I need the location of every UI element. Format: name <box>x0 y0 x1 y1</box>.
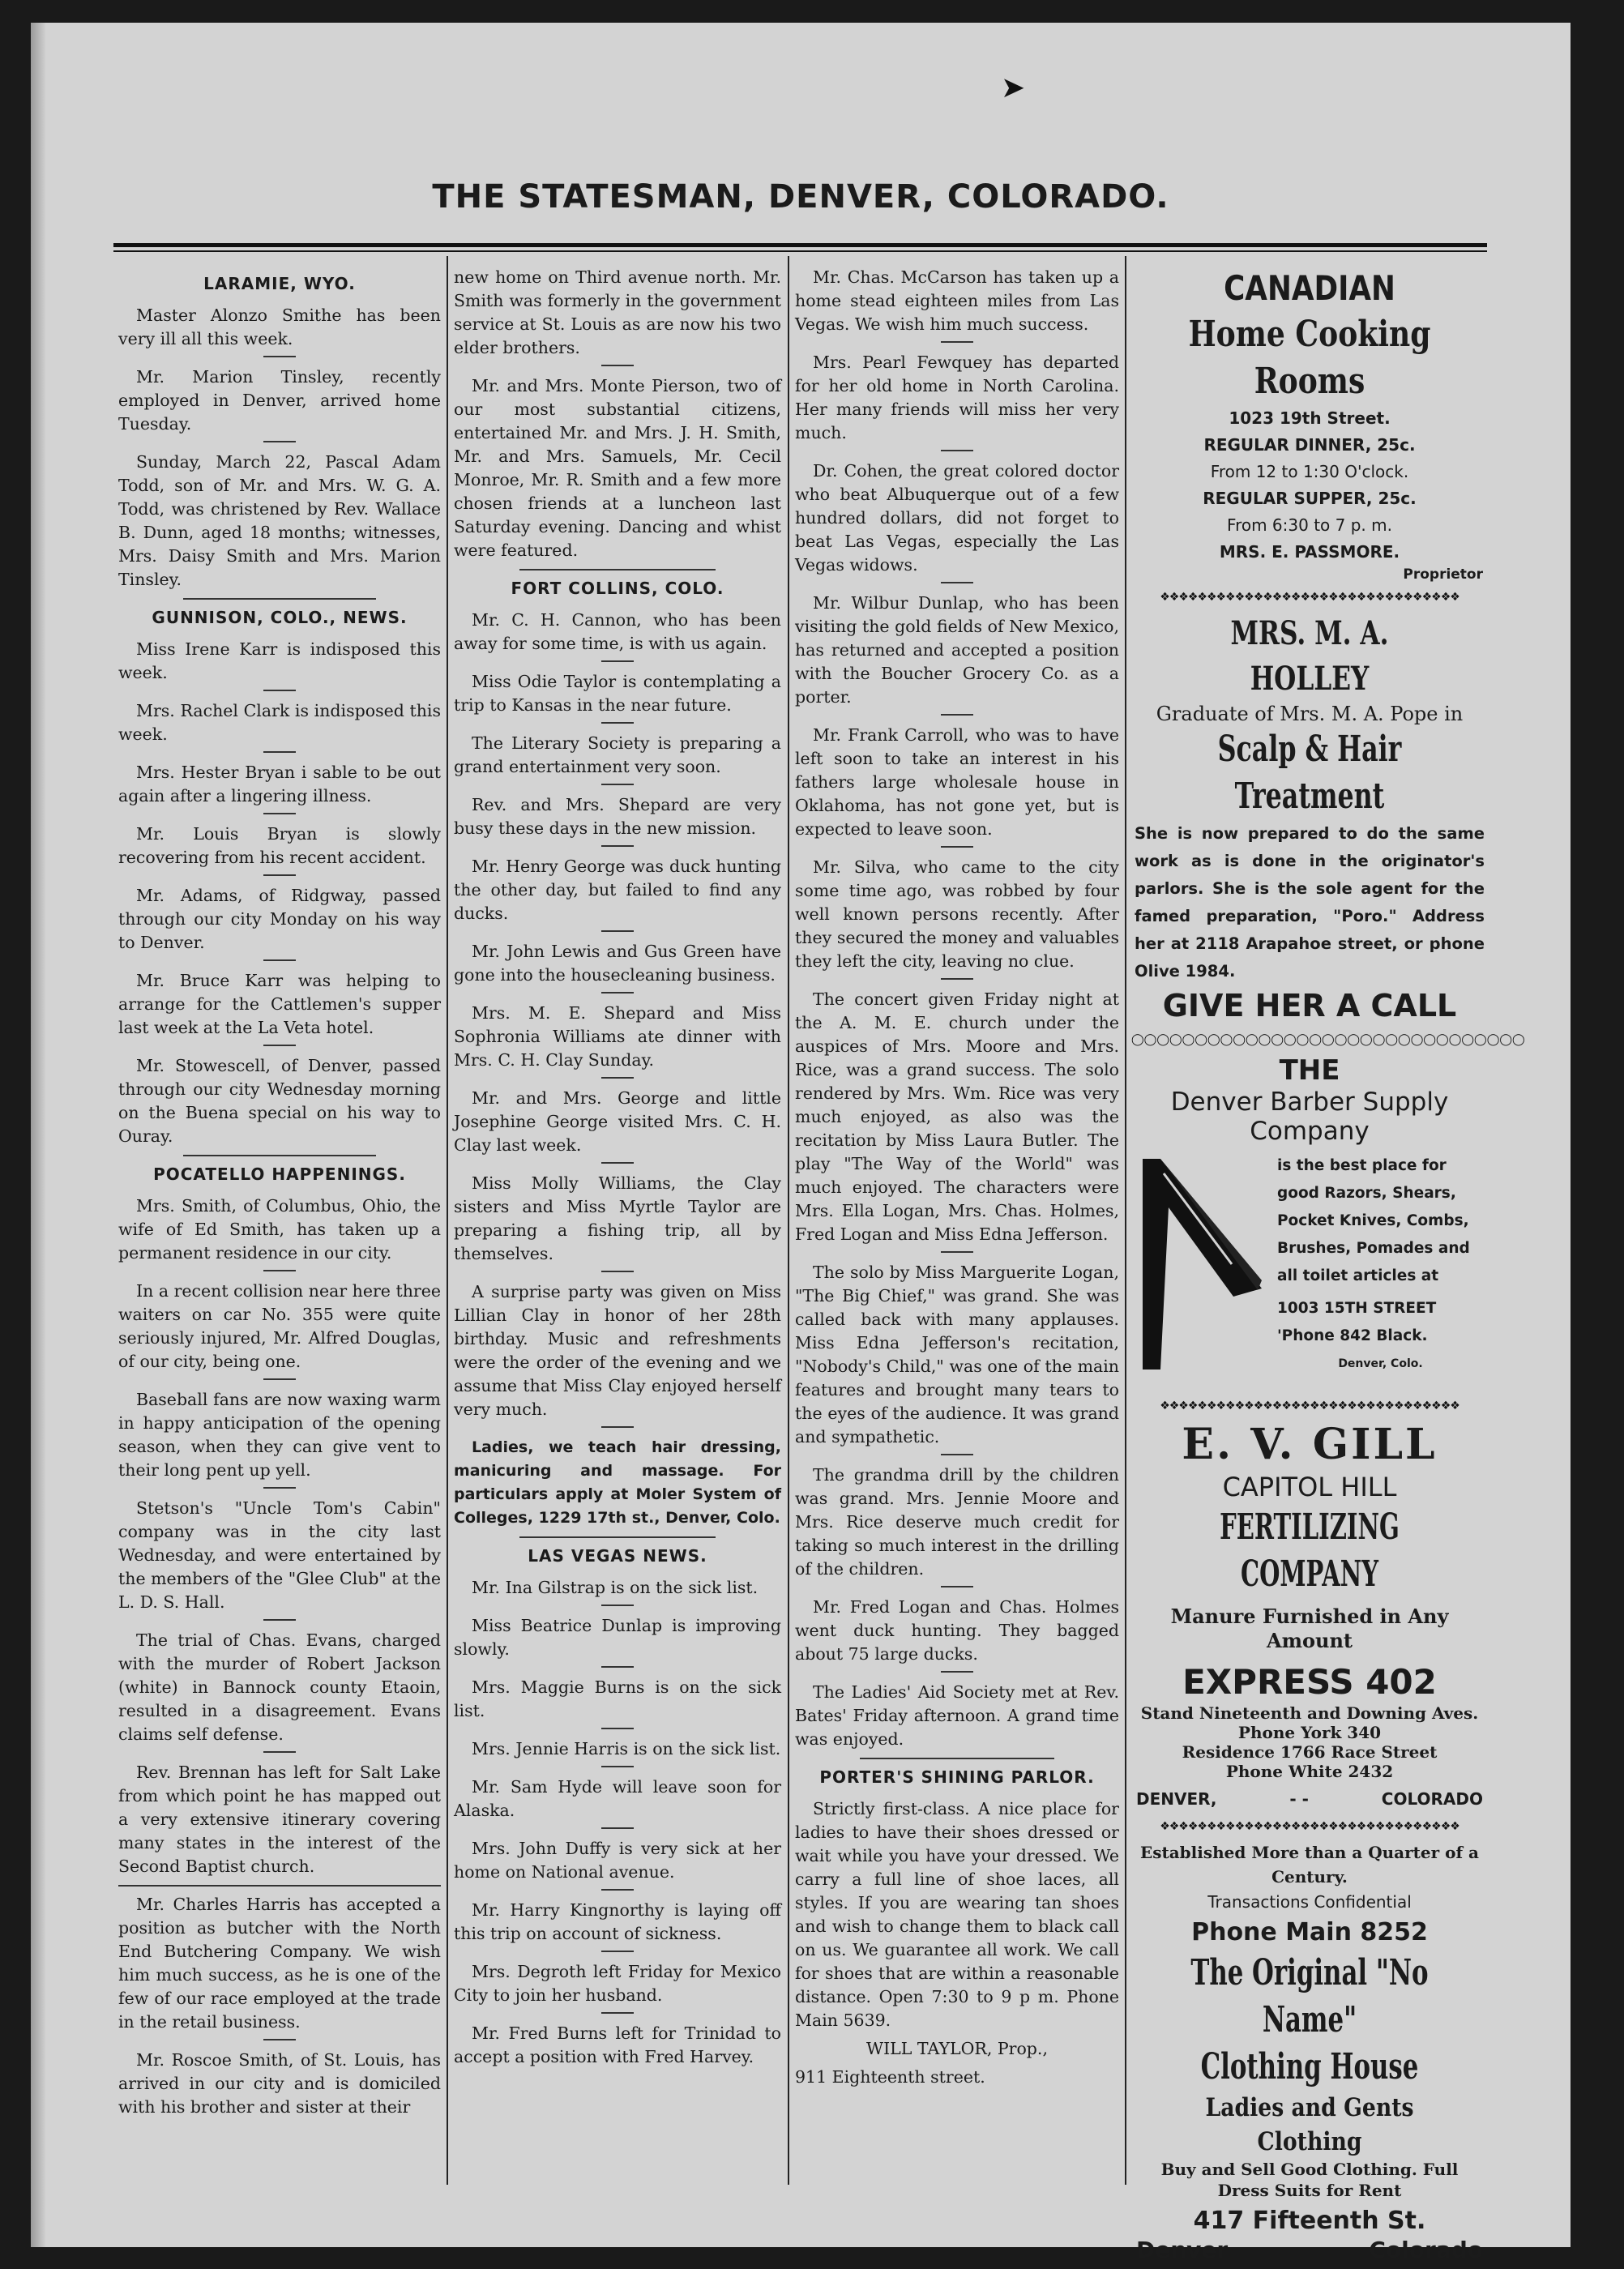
section-heading-las-vegas: LAS VEGAS NEWS. <box>528 1546 707 1566</box>
noname-ad-city-line <box>1131 2238 1488 2263</box>
news-item: Mrs. John Duffy is very sick at her home on National avenue. <box>454 1839 781 1882</box>
item-separator <box>601 1889 634 1891</box>
news-item: Mr. Bruce Karr was helping to arrange for the Cattlemen's supper last week at the La Veta hotel. <box>118 971 441 1037</box>
item-separator <box>941 582 973 583</box>
news-item: Mr. C. H. Cannon, who has been away for some time, is with us again. <box>454 610 781 653</box>
noname-ad-original: The Original "No Name" <box>1190 1952 1429 2040</box>
item-separator <box>263 1487 296 1489</box>
news-item: new home on Third avenue north. Mr. Smith was formerly in the government service at St. Louis as are now his two elder brothers. <box>454 267 781 357</box>
section-heading-fort-collins: FORT COLLINS, COLO. <box>511 579 724 598</box>
news-item: Dr. Cohen, the great colored doctor who beat Albuquerque out of a few hundred dollars, did not forget to beat Las Vegas, especially the Las Vegas widows. <box>795 461 1119 575</box>
item-separator <box>601 660 634 662</box>
news-item: Mrs. Degroth left Friday for Mexico City to join her husband. <box>454 1962 781 2005</box>
item-separator <box>601 722 634 724</box>
item-separator <box>941 714 973 716</box>
item-separator <box>263 2039 296 2040</box>
noname-ad-confidential: Transactions Confidential <box>1207 1892 1412 1912</box>
news-item: Mrs. Hester Bryan i sable to be out again after a lingering illness. <box>118 763 441 805</box>
column-divider <box>447 256 448 2185</box>
porter-ad-body: Strictly first-class. A nice place for ladies to have their shoes dressed or wait while you have your dressed. We carry a full line of shoe laces, all styles. If you are wearing tan shoes and wish to change them to black call on us. We guarantee all work. We call for shoes that are within a reasonable distance. Open 7:30 to 9 p m. Phone Main 5639. <box>795 1799 1119 2030</box>
ink-mark-icon: ➤ <box>1001 71 1026 105</box>
gill-ad-stand: Stand Nineteenth and Downing Aves. <box>1140 1703 1479 1723</box>
column-divider <box>788 256 789 2185</box>
noname-ad-buy-sell: Buy and Sell Good Clothing. Full Dress Suits for Rent <box>1160 2160 1459 2200</box>
advertisement-column <box>1131 266 1525 2263</box>
page-fold-shadow <box>31 23 45 2247</box>
news-item: Miss Irene Karr is indisposed this week. <box>118 639 441 682</box>
news-item: Mr. and Mrs. George and little Josephine George visited Mrs. C. H. Clay last week. <box>454 1088 781 1155</box>
section-rule <box>860 1758 1054 1759</box>
news-item: The grandma drill by the children was grand. Mrs. Jennie Moore and Mrs. Rice deserve much credit for taking so much interest in the drilling of the children. <box>795 1465 1119 1579</box>
news-item: Mr. Charles Harris has accepted a position as butcher with the North End Butchering Company. We wish him much success, as he is one of the few of our race employed at the trade in the retail business. <box>118 1895 441 2032</box>
noname-ad-address: 417 Fifteenth St. <box>1193 2207 1426 2235</box>
news-item: The concert given Friday night at the A. M. E. church under the auspices of Mrs. Moore and Mrs. Rice, was a grand success. The solo rendered by Mrs. Wm. Rice was very much enjoyed, as also was the recitation by Miss Laura Butler. The play "The Way of the World" was much enjoyed. The characters were Mrs. Ella Logan, Mrs. Chas. Holmes, Fred Logan and Miss Edna Jefferson. <box>795 989 1119 1244</box>
item-separator <box>263 1045 296 1046</box>
item-separator <box>601 1605 634 1606</box>
item-separator <box>263 1751 296 1753</box>
news-item: Mrs. Rachel Clark is indisposed this week. <box>118 701 441 744</box>
gill-ad-fertilizing: FERTILIZING COMPANY <box>1220 1506 1400 1595</box>
masthead: THE STATESMAN, DENVER, COLORADO. <box>432 178 1169 216</box>
item-separator <box>601 1827 634 1829</box>
noname-ad-phone: Phone Main 8252 <box>1191 1918 1428 1946</box>
news-item: Mr. Ina Gilstrap is on the sick list. <box>472 1578 759 1597</box>
news-item: The trial of Chas. Evans, charged with the murder of Robert Jackson (white) in Bannock county Etaoin, resulted in a disagreement. Evans claims self defense. <box>118 1630 441 1744</box>
news-item: The Literary Society is preparing a grand entertainment very soon. <box>454 733 781 776</box>
section-rule <box>519 569 716 570</box>
newspaper-page <box>31 23 1571 2263</box>
item-separator <box>601 365 634 366</box>
item-separator <box>263 1619 296 1621</box>
item-separator <box>263 751 296 753</box>
holley-ad-title: MRS. M. A. HOLLEY <box>1230 614 1389 698</box>
gill-ad-city-line <box>1131 1786 1488 1813</box>
news-item: Mr. Frank Carroll, who was to have left soon to take an interest in his fathers large wholesale house in Oklahoma, has not gone yet, but is expected to leave soon. <box>795 725 1119 839</box>
gill-ad-phone-york: Phone York 340 <box>1237 1723 1382 1742</box>
item-separator <box>263 813 296 814</box>
item-separator <box>601 1766 634 1767</box>
canadian-ad-title: CANADIAN <box>1224 268 1395 308</box>
news-item: Stetson's "Uncle Tom's Cabin" company was in the city last Wednesday, and were entertained by the members of the "Glee Club" at the L. D. S. Hall. <box>118 1498 441 1612</box>
gill-ad-manure: Manure Furnished in Any Amount <box>1170 1605 1449 1652</box>
gill-ad-denver: DENVER, <box>1136 1789 1217 1809</box>
item-separator <box>941 450 973 451</box>
news-item: Mr. John Lewis and Gus Green have gone into the housecleaning business. <box>454 942 781 985</box>
news-item: Mr. Marion Tinsley, recently employed in Denver, arrived home Tuesday. <box>118 367 441 434</box>
item-separator <box>601 1162 634 1164</box>
noname-ad-established: Established More than a Quarter of a Century. <box>1139 1843 1479 1887</box>
column-divider <box>1125 256 1126 2185</box>
item-separator <box>941 1586 973 1587</box>
canadian-ad-owner: MRS. E. PASSMORE. <box>1219 542 1400 562</box>
noname-ad-denver: Denver <box>1136 2237 1229 2263</box>
news-item: The solo by Miss Marguerite Logan, "The Big Chief," was grand. She was called back with many applauses. Miss Edna Jefferson's recitation, "Nobody's Child," was one of the main features and brought many tears to the eyes of the audience. It was grand and sympathetic. <box>795 1263 1119 1446</box>
news-item: Mr. Roscoe Smith, of St. Louis, has arrived in our city and is domiciled with his brother and sister at their <box>118 2050 441 2117</box>
section-heading-laramie: LARAMIE, WYO. <box>203 274 356 293</box>
canadian-ad-address: 1023 19th Street. <box>1229 408 1391 428</box>
gill-ad-residence: Residence 1766 Race Street <box>1182 1742 1438 1762</box>
news-item: Mr. Stowescell, of Denver, passed through our city Wednesday morning on the Buena special on his way to Ouray. <box>118 1056 441 1146</box>
section-rule <box>183 1155 377 1156</box>
item-separator <box>941 1454 973 1455</box>
news-item: Miss Odie Taylor is contemplating a trip to Kansas in the near future. <box>454 672 781 715</box>
item-separator <box>941 1251 973 1253</box>
item-separator <box>263 959 296 961</box>
holley-ad-scalp: Scalp & Hair Treatment <box>1217 729 1402 817</box>
item-separator <box>601 2012 634 2014</box>
noname-ad-ladies-gents: Ladies and Gents Clothing <box>1205 2093 1414 2156</box>
holley-ad-graduate: Graduate of Mrs. M. A. Pope in <box>1156 703 1464 725</box>
section-rule <box>183 598 377 600</box>
news-item: Miss Beatrice Dunlap is improving slowly. <box>454 1616 781 1659</box>
section-heading-pocatello: POCATELLO HAPPENINGS. <box>153 1164 406 1184</box>
news-item: Mr. Henry George was duck hunting the other day, but failed to find any ducks. <box>454 857 781 923</box>
news-item: Rev. Brennan has left for Salt Lake from which point he has mapped out a very extensive itinerary covering many states in the interest of the Second Baptist church. <box>118 1763 441 1876</box>
item-separator <box>263 1270 296 1271</box>
ornament-border: ❖❖❖❖❖❖❖❖❖❖❖❖❖❖❖❖❖❖❖❖❖❖❖❖❖❖❖❖❖❖❖❖ <box>1160 1820 1459 1833</box>
news-item: Mr. Chas. McCarson has taken up a home stead eighteen miles from Las Vegas. We wish him much success. <box>795 267 1119 334</box>
canadian-ad-subtitle: Home Cooking Rooms <box>1188 314 1431 402</box>
item-separator <box>941 1671 973 1673</box>
barber-ad-company: Denver Barber Supply Company <box>1170 1087 1449 1146</box>
ornament-border: ❖❖❖❖❖❖❖❖❖❖❖❖❖❖❖❖❖❖❖❖❖❖❖❖❖❖❖❖❖❖❖❖ <box>1160 591 1459 604</box>
news-item: Mr. Louis Bryan is slowly recovering from his recent accident. <box>118 824 441 867</box>
gill-ad-phone-white: Phone White 2432 <box>1225 1762 1394 1781</box>
canadian-ad-dinner-hours: From 12 to 1:30 O'clock. <box>1210 462 1409 481</box>
item-separator <box>601 1426 634 1428</box>
ornament-border: ◯◯◯◯◯◯◯◯◯◯◯◯◯◯◯◯◯◯◯◯◯◯◯◯◯◯◯◯◯◯◯ <box>1131 1033 1525 1046</box>
news-item: Mrs. Jennie Harris is on the sick list. <box>472 1739 781 1758</box>
item-separator <box>601 1666 634 1668</box>
porter-signature: WILL TAYLOR, Prop., <box>866 2039 1048 2058</box>
item-separator <box>601 1951 634 1952</box>
holley-ad-call: GIVE HER A CALL <box>1162 988 1457 1023</box>
news-item: Mrs. Pearl Fewquey has departed for her old home in North Carolina. Her many friends will miss her very much. <box>795 353 1119 442</box>
item-separator <box>601 845 634 847</box>
news-item: Miss Molly Williams, the Clay sisters and Miss Myrtle Taylor are preparing a fishing trip, all by themselves. <box>454 1173 781 1263</box>
item-separator <box>263 874 296 876</box>
news-item: Mrs. Smith, of Columbus, Ohio, the wife of Ed Smith, has taken up a permanent residence in our city. <box>118 1196 441 1263</box>
news-column-2 <box>454 266 781 2074</box>
barber-ad-text <box>1277 1152 1484 1378</box>
barber-ad-body: is the best place for good Razors, Shears, Pocket Knives, Combs, Brushes, Pomades and all toilet articles at <box>1277 1157 1470 1284</box>
item-separator <box>941 978 973 980</box>
canadian-ad-supper-hours: From 6:30 to 7 p. m. <box>1227 515 1392 535</box>
news-item: Mr. Wilbur Dunlap, who has been visiting the gold fields of New Mexico, has returned and accepted a position with the Boucher Grocery Co. as a porter. <box>795 593 1119 707</box>
moler-college-ad: Ladies, we teach hair dressing, manicuring and massage. For particulars apply at Moler System of Colleges, 1229 17th st., Denver, Colo. <box>454 1438 781 1527</box>
canadian-ad-proprietor: Proprietor <box>1403 566 1483 583</box>
masthead-rule <box>113 243 1487 247</box>
news-item: Mr. Sam Hyde will leave soon for Alaska. <box>454 1777 781 1820</box>
news-item: Mr. Harry Kingnorthy is laying off this trip on account of sickness. <box>454 1900 781 1943</box>
section-heading-porter: PORTER'S SHINING PARLOR. <box>819 1767 1095 1787</box>
gill-ad-dashes: - - <box>1289 1789 1309 1809</box>
item-separator <box>941 341 973 343</box>
masthead-rule-thin <box>113 250 1487 252</box>
news-item: Mr. Fred Burns left for Trinidad to accept a position with Fred Harvey. <box>454 2023 781 2066</box>
ornament-border: ❖❖❖❖❖❖❖❖❖❖❖❖❖❖❖❖❖❖❖❖❖❖❖❖❖❖❖❖❖❖❖❖ <box>1160 1399 1459 1412</box>
item-separator <box>263 441 296 442</box>
noname-ad-clothing-house: Clothing House <box>1200 2046 1419 2087</box>
news-item: Rev. and Mrs. Shepard are very busy these days in the new mission. <box>454 795 781 838</box>
news-item: Mr. Silva, who came to the city some time ago, was robbed by four well known persons recently. After they secured the money and valuables they left the city, leaving no clue. <box>795 857 1119 971</box>
holley-ad-body: She is now prepared to do the same work as is done in the originator's parlors. She is the sole agent for the famed preparation, "Poro." Address her at 2118 Arapahoe street, or phone Olive 1984. <box>1135 824 1485 981</box>
barber-ad-phone: 'Phone 842 Black. <box>1277 1327 1428 1344</box>
news-item: Mrs. M. E. Shepard and Miss Sophronia Williams ate dinner with Mrs. C. H. Clay Sunday. <box>454 1003 781 1070</box>
gill-ad-colorado: COLORADO <box>1381 1789 1483 1809</box>
barber-ad-body-block <box>1131 1149 1488 1392</box>
canadian-ad-dinner: REGULAR DINNER, 25c. <box>1203 435 1416 455</box>
item-separator <box>601 992 634 993</box>
gill-ad-express: EXPRESS 402 <box>1182 1662 1437 1702</box>
noname-ad-colorado: Colorado <box>1369 2237 1483 2263</box>
item-separator <box>263 690 296 691</box>
item-separator <box>601 1271 634 1272</box>
item-separator <box>941 846 973 848</box>
news-item: A surprise party was given on Miss Lillian Clay in honor of her 28th birthday. Music and refreshments were the order of the evening and we assume that Miss Clay enjoyed herself very much. <box>454 1282 781 1419</box>
gill-ad-title: E. V. GILL <box>1182 1420 1438 1469</box>
barber-ad-address: 1003 15TH STREET <box>1277 1300 1437 1317</box>
item-separator <box>601 1077 634 1079</box>
news-item: Master Alonzo Smithe has been very ill all this week. <box>118 306 441 348</box>
news-item: Mr. and Mrs. Monte Pierson, two of our most substantial citizens, entertained Mr. and Mrs. J. H. Smith, Mr. and Mrs. Samuels, Mr. Cecil Monroe, Mr. R. Smith and a few more chosen friends at a luncheon last Saturday evening. Dancing and whist were featured. <box>454 376 781 560</box>
item-separator <box>263 356 296 357</box>
item-separator <box>263 1378 296 1380</box>
news-item: Sunday, March 22, Pascal Adam Todd, son of Mr. and Mrs. W. G. A. Todd, was christened by Rev. Wallace B. Dunn, aged 18 months; witnesses, Mrs. Daisy Smith and Mrs. Marion Tinsley. <box>118 452 441 589</box>
news-column-3 <box>795 266 1119 2094</box>
item-separator <box>601 784 634 785</box>
section-rule <box>519 1536 716 1538</box>
section-heading-gunnison: GUNNISON, COLO., NEWS. <box>152 608 408 627</box>
section-rule <box>118 1885 441 1887</box>
news-column-1 <box>118 266 441 2124</box>
barber-ad-the: THE <box>1279 1054 1340 1087</box>
news-item: Baseball fans are now waxing warm in happy anticipation of the opening season, when they can give vent to their long pent up yell. <box>118 1390 441 1480</box>
news-item: In a recent collision near here three waiters on car No. 355 were quite seriously injured, Mr. Alfred Douglas, of our city, being one. <box>118 1281 441 1371</box>
item-separator <box>601 1728 634 1729</box>
razor-icon <box>1136 1159 1266 1370</box>
news-item: Mrs. Maggie Burns is on the sick list. <box>454 1677 781 1720</box>
news-item: Mr. Fred Logan and Chas. Holmes went duck hunting. They bagged about 75 large ducks. <box>795 1597 1119 1664</box>
barber-ad-city: Denver, Colo. <box>1338 1357 1423 1370</box>
porter-address: 911 Eighteenth street. <box>795 2067 985 2087</box>
news-item: The Ladies' Aid Society met at Rev. Bates' Friday afternoon. A grand time was enjoyed. <box>795 1682 1119 1749</box>
gill-ad-capitol: CAPITOL HILL <box>1222 1472 1397 1502</box>
item-separator <box>601 930 634 932</box>
canadian-ad-supper: REGULAR SUPPER, 25c. <box>1203 489 1417 508</box>
news-item: Mr. Adams, of Ridgway, passed through our city Monday on his way to Denver. <box>118 886 441 952</box>
